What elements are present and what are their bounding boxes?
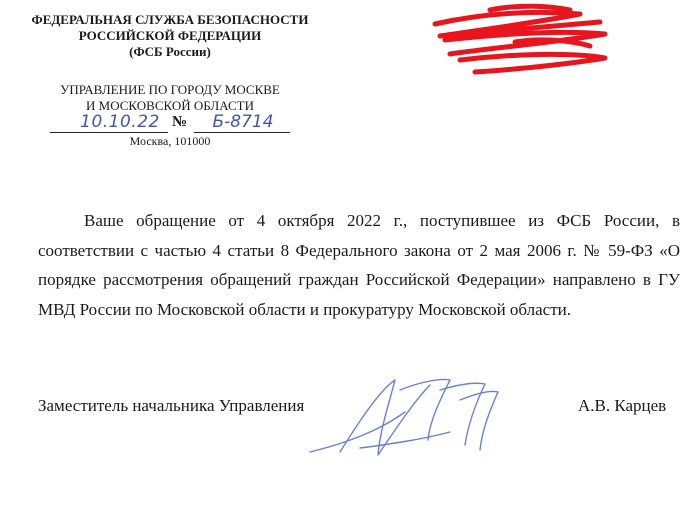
department-line2: И МОСКОВСКОЙ ОБЛАСТИ [86,98,254,113]
agency-name-line2: РОССИЙСКОЙ ФЕДЕРАЦИИ [78,28,262,43]
city-postal: Москва, 101000 [129,134,211,148]
redaction-scribble [420,0,620,80]
agency-name-line1: ФЕДЕРАЛЬНАЯ СЛУЖБА БЕЗОПАСНОСТИ [31,12,309,27]
registration-line [50,112,290,134]
body-paragraph: Ваше обращение от 4 октября 2022 г., поступившее из ФСБ России, в соответствии с частью 4 статьи 8 Федерального закона от 2 мая 2006 г. № 59-ФЗ «О порядке рассмотрения обращений граждан Российской Федерации» направлено в ГУ МВД России по Московской области и прокуратуру Московской области. [38,211,680,319]
signatory-name: А.В. Карцев [578,396,667,415]
signatory-title: Заместитель начальника Управления [38,396,305,415]
letter-body [38,206,680,324]
number-label: № [172,114,188,130]
registration-date: 10.10.22 [80,112,160,132]
agency-abbreviation: (ФСБ России) [129,44,211,59]
department-line1: УПРАВЛЕНИЕ ПО ГОРОДУ МОСКВЕ [60,82,280,97]
handwritten-signature [300,360,510,470]
registration-number: Б-8714 [212,112,274,132]
date-underline [50,132,168,133]
number-underline [194,132,290,133]
letterhead [20,12,320,114]
